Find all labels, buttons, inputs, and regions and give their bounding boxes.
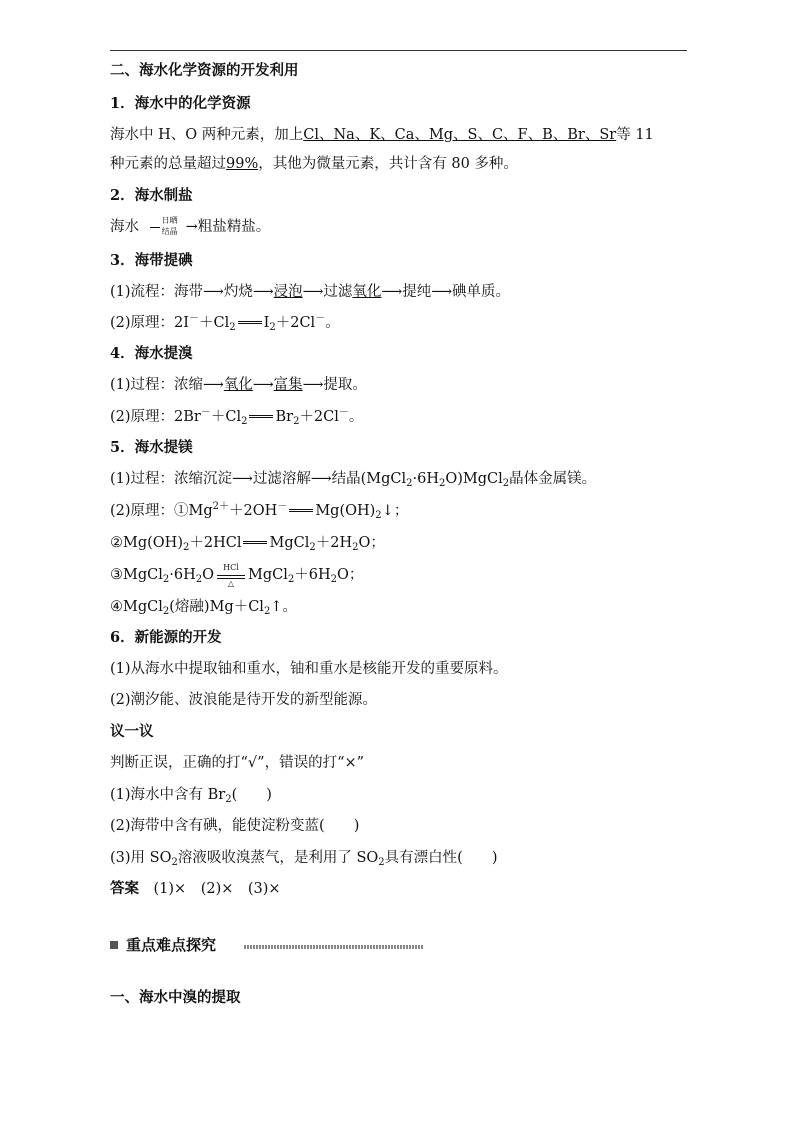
text: O； xyxy=(337,567,364,583)
bromine-principle xyxy=(110,407,363,427)
text: (1)过程：浓缩沉淀⟶过滤溶解⟶结晶(MgCl xyxy=(110,471,407,487)
discuss-intro: 判断正误，正确的打“√”，错误的打“×” xyxy=(110,755,365,771)
sub: 2 xyxy=(439,478,446,489)
section-title-resources: 二、海水化学资源的开发利用 xyxy=(110,62,299,79)
text: ＋Cl xyxy=(199,315,230,331)
text: O； xyxy=(358,535,385,551)
text: Br xyxy=(275,409,294,425)
underlined-elements: Cl、Na、K、Ca、Mg、S、C、F、B、Br、Sr xyxy=(303,127,617,143)
sub: 2 xyxy=(352,542,359,553)
text: ＋6H xyxy=(294,567,331,583)
magnesium-reaction-2 xyxy=(110,533,385,553)
underlined-enrich: 富集 xyxy=(273,377,303,393)
question-1 xyxy=(110,785,272,805)
equals-sign xyxy=(238,321,262,325)
text: ⟶提纯⟶碘单质。 xyxy=(381,284,510,300)
equals-sign xyxy=(243,541,267,545)
heading-new-energy: 6．新能源的开发 xyxy=(110,629,222,646)
question-3 xyxy=(110,848,498,868)
underlined-percent: 99% xyxy=(226,156,259,172)
sub: 2 xyxy=(182,542,190,553)
sub: 2 xyxy=(263,606,271,617)
sub: 2 xyxy=(375,510,382,521)
new-energy-line-1: (1)从海水中提取铀和重水，铀和重水是核能开发的重要原料。 xyxy=(110,661,508,677)
iodine-principle xyxy=(110,313,340,333)
answer-label: 答案 xyxy=(110,880,139,897)
sub: 2 xyxy=(502,478,510,489)
text: (3)用 SO xyxy=(110,850,172,866)
text: 种元素的总量超过 xyxy=(110,156,226,172)
magnesium-process xyxy=(110,469,596,489)
sub: 2 xyxy=(406,478,413,489)
text: ＋2H xyxy=(315,535,353,551)
text: (2)原理：2I xyxy=(110,315,189,331)
header-rule xyxy=(110,50,687,51)
text: ＋2Cl xyxy=(275,315,316,331)
text: ( ) xyxy=(231,787,272,803)
text: ④MgCl xyxy=(110,599,163,615)
paragraph-elements-2 xyxy=(110,154,518,174)
sup: － xyxy=(200,407,211,418)
sub: 2 xyxy=(229,322,236,333)
text: 等 11 xyxy=(616,127,654,143)
sub: 2 xyxy=(225,794,232,805)
magnesium-reaction-3 xyxy=(110,563,364,588)
text: ↑。 xyxy=(270,599,297,615)
text: O)MgCl xyxy=(445,471,503,487)
equals-sign xyxy=(289,509,313,513)
heading-salt: 2．海水制盐 xyxy=(110,187,193,204)
text: MgCl xyxy=(269,535,310,551)
salt-process xyxy=(110,217,270,237)
text: 海水 xyxy=(110,219,139,235)
sub: 2 xyxy=(241,416,248,427)
text: MgCl xyxy=(248,567,288,583)
text: (1)过程：浓缩⟶ xyxy=(110,377,224,393)
sub: 2 xyxy=(293,416,300,427)
text: →粗盐精盐。 xyxy=(185,219,271,235)
text: (熔融)Mg＋Cl xyxy=(169,599,264,615)
sub-heading-bromine-extraction: 一、海水中溴的提取 xyxy=(110,989,241,1006)
paragraph-elements-1 xyxy=(110,125,654,145)
new-energy-line-2: (2)潮汐能、波浪能是待开发的新型能源。 xyxy=(110,692,378,708)
text: 晶体金属镁。 xyxy=(509,471,597,487)
text: (2)原理：①Mg xyxy=(110,503,213,519)
section-divider xyxy=(244,945,424,949)
text: ⟶ xyxy=(252,377,274,393)
condition-equals xyxy=(217,563,245,588)
section-heading: 重点难点探究 xyxy=(126,936,217,954)
text: ＋2HCl xyxy=(189,535,242,551)
sub: 2 xyxy=(162,574,170,585)
discuss-title: 议一议 xyxy=(110,723,154,740)
text: 具有漂白性( ) xyxy=(384,850,498,866)
sup: － xyxy=(338,407,349,418)
heading-magnesium: 5．海水提镁 xyxy=(110,439,193,456)
section-square-icon xyxy=(110,941,118,949)
condition-bottom: △ xyxy=(227,579,235,588)
sub: 2 xyxy=(269,322,276,333)
text: 。 xyxy=(325,315,340,331)
sub: 2 xyxy=(330,574,337,585)
text: ，其他为微量元素，共计含有 80 多种。 xyxy=(258,156,518,172)
condition-arrow xyxy=(150,217,186,237)
sup: 2＋ xyxy=(212,501,230,512)
sub: 2 xyxy=(309,542,316,553)
heading-iodine: 3．海带提碘 xyxy=(110,252,193,269)
text: ·6H xyxy=(412,471,439,487)
text: ↓； xyxy=(381,503,409,519)
text: ＋2Cl xyxy=(299,409,339,425)
equals-sign xyxy=(249,415,273,419)
heading-chemical-resources: 1．海水中的化学资源 xyxy=(110,95,251,112)
text: 。 xyxy=(348,409,364,425)
text: (1)流程：海带⟶灼烧⟶ xyxy=(110,284,274,300)
text: I xyxy=(263,315,270,331)
text: ⟶过滤 xyxy=(302,284,353,300)
heading-bromine: 4．海水提溴 xyxy=(110,345,193,362)
text: ②Mg(OH) xyxy=(110,535,183,551)
text: 海水中 H、O 两种元素，加上 xyxy=(110,127,304,143)
condition-top: HCl xyxy=(223,563,239,572)
sub: 2 xyxy=(287,574,295,585)
underlined-soak: 浸泡 xyxy=(273,284,303,300)
answer-line xyxy=(110,879,281,899)
sub: 2 xyxy=(195,574,203,585)
sub: 2 xyxy=(162,606,170,617)
text: ·6H xyxy=(169,567,196,583)
bromine-process xyxy=(110,375,367,395)
text: (2)原理：2Br xyxy=(110,409,201,425)
text: 溶液吸收溴蒸气，是利用了 SO xyxy=(177,850,379,866)
answer-text: (1)× (2)× (3)× xyxy=(153,881,281,897)
text: (1)海水中含有 Br xyxy=(110,787,226,803)
question-2: (2)海带中含有碘，能使淀粉变蓝( ) xyxy=(110,818,360,834)
text: ＋2OH xyxy=(229,503,278,519)
sup: － xyxy=(277,501,288,512)
condition-bottom: 结晶 xyxy=(161,227,178,236)
magnesium-reaction-4 xyxy=(110,597,297,617)
sup: － xyxy=(189,313,199,324)
sub: 2 xyxy=(171,857,178,868)
iodine-flow xyxy=(110,282,510,302)
condition-top: 日晒 xyxy=(161,216,178,225)
text: ＋Cl xyxy=(210,409,242,425)
text: ③MgCl xyxy=(110,567,163,583)
sub: 2 xyxy=(378,857,385,868)
sup: － xyxy=(315,313,326,324)
underlined-oxidize: 氧化 xyxy=(352,284,382,300)
text: ⟶提取。 xyxy=(302,377,367,393)
text: Mg(OH) xyxy=(315,503,376,519)
text: O xyxy=(202,567,214,583)
magnesium-reaction-1 xyxy=(110,501,408,521)
underlined-oxidize: 氧化 xyxy=(223,377,253,393)
